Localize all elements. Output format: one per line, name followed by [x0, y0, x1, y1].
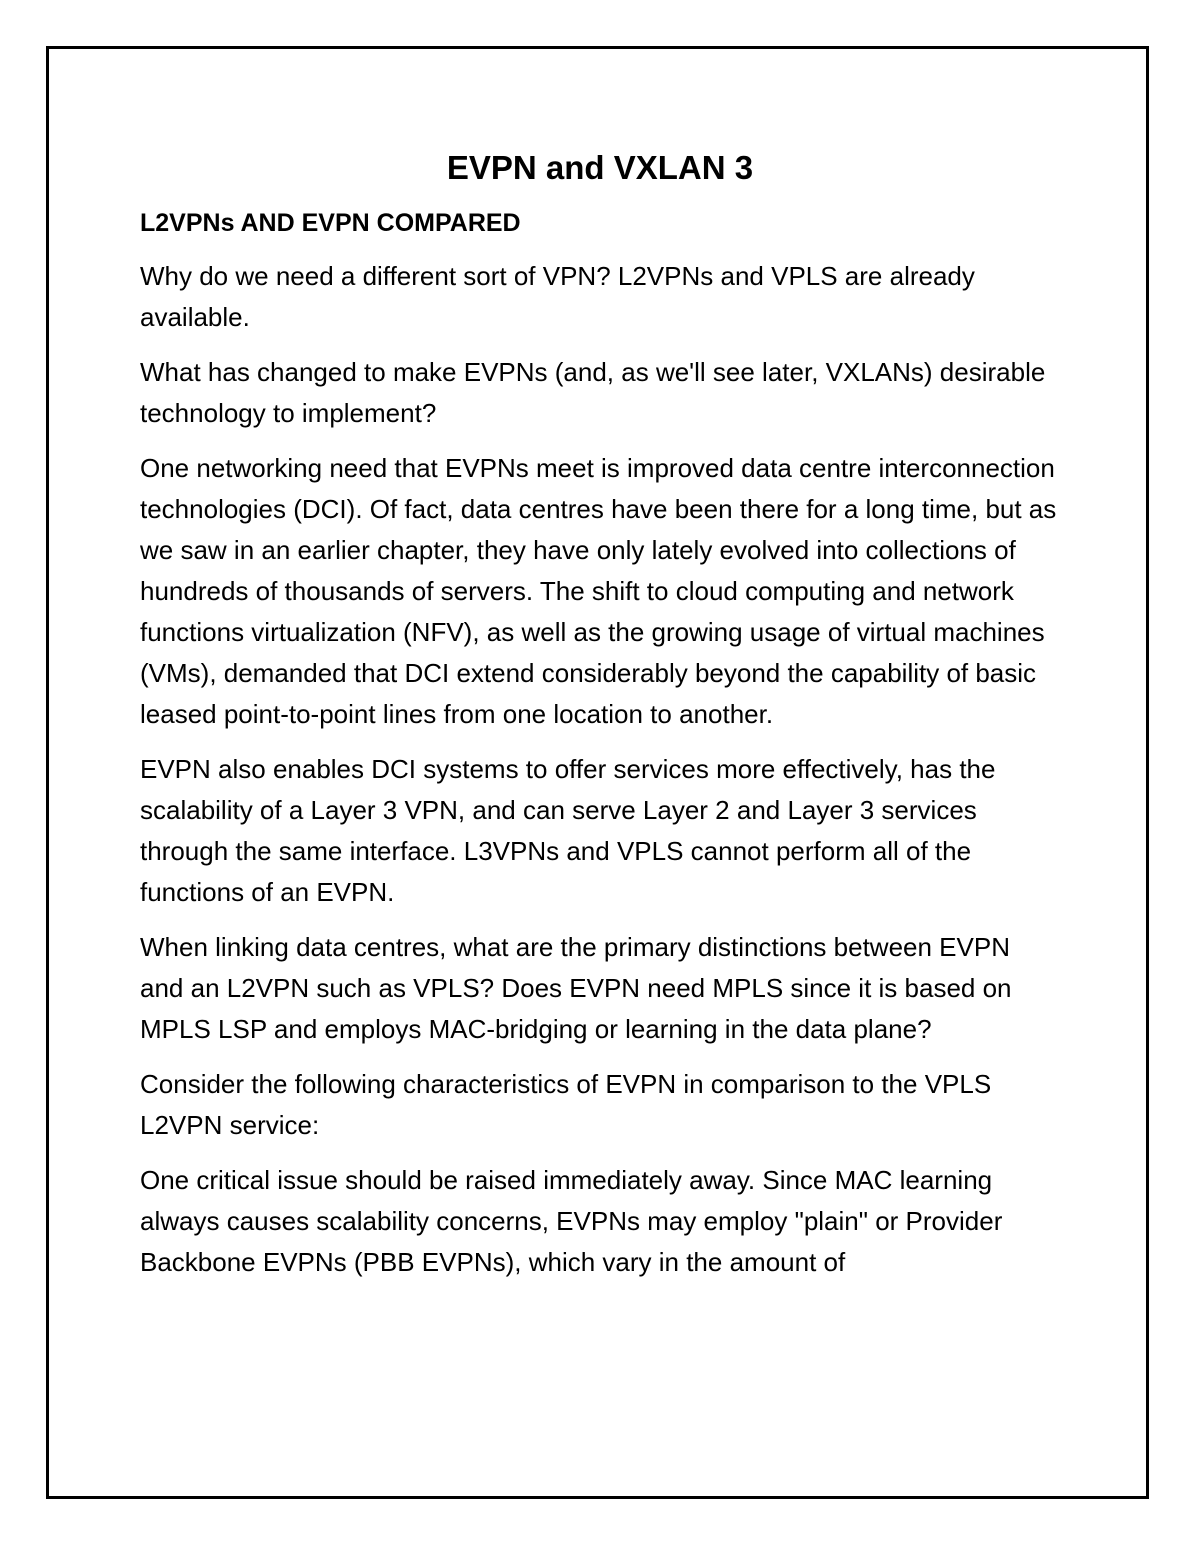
- paragraph-4: EVPN also enables DCI systems to offer services more effectively, has the scalability of a Layer 3 VPN, and can serve Layer 2 and Layer 3 services through the same interface. L3VPNs and VPLS cannot perform all of the functions of an EVPN.: [140, 754, 996, 907]
- paragraph-5: When linking data centres, what are the primary distinctions between EVPN and an L2VPN such as VPLS? Does EVPN need MPLS since it is based on MPLS LSP and employs MAC-bridging or learning in the data plane?: [140, 932, 1012, 1044]
- paragraph-2: What has changed to make EVPNs (and, as we'll see later, VXLANs) desirable technology to implement?: [140, 357, 1046, 428]
- paragraph-6: Consider the following characteristics of EVPN in comparison to the VPLS L2VPN service:: [140, 1069, 992, 1140]
- paragraph-3: One networking need that EVPNs meet is improved data centre interconnection technologies (DCI). Of fact, data centres have been there for a long time, but as we saw in an earlier chapter, they have only lately evolved into collections of hundreds of thousands of servers. The shift to cloud computing and network functions virtualization (NFV), as well as the growing usage of virtual machines (VMs), demanded that DCI extend considerably beyond the capability of basic leased point-to-point lines from one location to another.: [140, 453, 1057, 729]
- section-heading: L2VPNs AND EVPN COMPARED: [140, 209, 521, 237]
- page-title: EVPN and VXLAN 3: [446, 149, 754, 186]
- paragraph-1: Why do we need a different sort of VPN? L2VPNs and VPLS are already available.: [140, 261, 975, 332]
- document-body: [140, 145, 1060, 1297]
- paragraph-7: One critical issue should be raised immediately away. Since MAC learning always causes scalability concerns, EVPNs may employ "plain" or Provider Backbone EVPNs (PBB EVPNs), which vary in the amount of: [140, 1165, 1003, 1277]
